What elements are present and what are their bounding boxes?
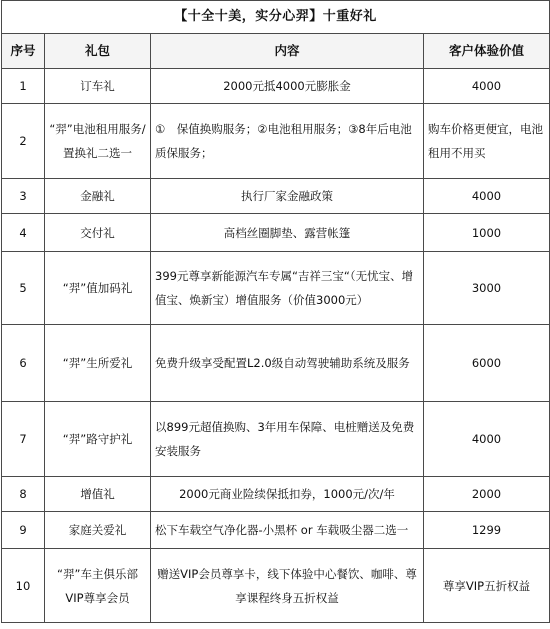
- table-row: [2, 477, 550, 512]
- gift-table: [1, 0, 550, 623]
- header-gift: 礼包: [45, 34, 151, 69]
- row-no: 1: [2, 69, 45, 104]
- row-no: 8: [2, 477, 45, 512]
- row-no: 10: [2, 549, 45, 623]
- row-gift: 金融礼: [45, 179, 151, 214]
- header-no: 序号: [2, 34, 45, 69]
- row-value: 4000: [424, 402, 550, 477]
- table-row: [2, 252, 550, 325]
- row-content: ① 保值换购服务；②电池租用服务；③8年后电池质保服务；: [151, 104, 424, 179]
- row-content: 以899元超值换购、3年用车保障、电桩赠送及免费安装服务: [151, 402, 424, 477]
- table-row: [2, 69, 550, 104]
- table-row: [2, 104, 550, 179]
- row-no: 7: [2, 402, 45, 477]
- table-title: 【十全十美，实分心羿】十重好礼: [2, 1, 550, 34]
- row-value: 4000: [424, 69, 550, 104]
- row-gift: “羿”车主俱乐部VIP尊享会员: [45, 549, 151, 623]
- row-no: 5: [2, 252, 45, 325]
- row-value: 1299: [424, 512, 550, 549]
- row-no: 2: [2, 104, 45, 179]
- row-content: 高档丝圈脚垫、露营帐篷: [151, 214, 424, 252]
- row-content: 2000元抵4000元膨胀金: [151, 69, 424, 104]
- row-gift: 家庭关爱礼: [45, 512, 151, 549]
- row-gift: “羿”电池租用服务/置换礼二选一: [45, 104, 151, 179]
- table-row: [2, 512, 550, 549]
- row-value: 4000: [424, 179, 550, 214]
- row-content: 399元尊享新能源汽车专属“吉祥三宝“（无忧宝、增值宝、焕新宝）增值服务（价值3000元）: [151, 252, 424, 325]
- table-row: [2, 179, 550, 214]
- row-value: 2000: [424, 477, 550, 512]
- row-gift: “羿”值加码礼: [45, 252, 151, 325]
- table-row: [2, 402, 550, 477]
- row-value: 6000: [424, 325, 550, 402]
- table-row: [2, 325, 550, 402]
- header-content: 内容: [151, 34, 424, 69]
- table-row: [2, 214, 550, 252]
- row-gift: 增值礼: [45, 477, 151, 512]
- row-content: 免费升级享受配置L2.0级自动驾驶辅助系统及服务: [151, 325, 424, 402]
- row-value: 购车价格更便宜，电池租用不用买: [424, 104, 550, 179]
- row-value: 1000: [424, 214, 550, 252]
- row-no: 6: [2, 325, 45, 402]
- row-gift: “羿”路守护礼: [45, 402, 151, 477]
- row-value: 尊享VIP五折权益: [424, 549, 550, 623]
- header-row: [2, 34, 550, 69]
- row-value: 3000: [424, 252, 550, 325]
- row-no: 9: [2, 512, 45, 549]
- row-no: 4: [2, 214, 45, 252]
- row-gift: 订车礼: [45, 69, 151, 104]
- row-content: 松下车载空气净化器-小黑杯 or 车载吸尘器二选一: [151, 512, 424, 549]
- row-no: 3: [2, 179, 45, 214]
- header-value: 客户体验价值: [424, 34, 550, 69]
- row-gift: “羿”生所爱礼: [45, 325, 151, 402]
- row-content: 执行厂家金融政策: [151, 179, 424, 214]
- row-gift: 交付礼: [45, 214, 151, 252]
- table-row: [2, 549, 550, 623]
- row-content: 2000元商业险续保抵扣券，1000元/次/年: [151, 477, 424, 512]
- row-content: 赠送VIP会员尊享卡，线下体验中心餐饮、咖啡、尊享课程终身五折权益: [151, 549, 424, 623]
